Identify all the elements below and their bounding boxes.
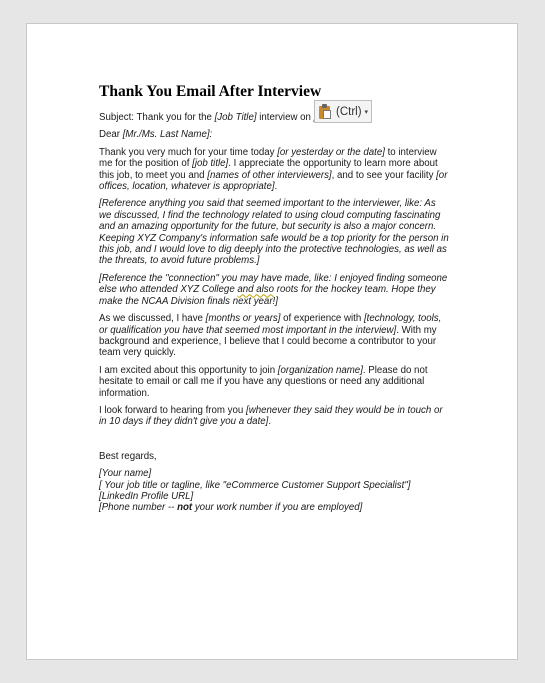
paragraph-thanks (99, 147, 449, 193)
salutation (99, 129, 449, 140)
signature-phone-bold: not (177, 502, 193, 514)
paste-options-label: (Ctrl) (336, 105, 362, 118)
para1-placeholder-4: [or offices, location, whatever is appropriate] (99, 169, 448, 193)
para4-text-2: of experience with (280, 313, 364, 325)
signature-phone-2: your work number if you are employed] (192, 502, 363, 514)
salutation-text: Dear (99, 129, 123, 141)
grammar-squiggle[interactable]: and also (237, 284, 275, 296)
document-page (26, 23, 518, 660)
paragraph-experience (99, 313, 449, 359)
para1-text-4: , and to see your facility (331, 169, 437, 181)
para6-placeholder: [whenever they said they would be in touch or in 10 days if they didn't give you a date] (99, 404, 443, 428)
para1-placeholder-3: [names of other interviewers] (207, 169, 332, 181)
para5-text-2: . Please do not hesitate to email or call me if you have any questions or need any additional information. (99, 364, 428, 399)
paragraph-connection (99, 273, 449, 307)
para4-placeholder-1: [months or years] (205, 313, 281, 325)
paragraph-follow-up (99, 405, 449, 428)
paragraph-excited (99, 365, 449, 399)
paste-options-button[interactable] (314, 100, 372, 123)
signature-linkedin: [LinkedIn Profile URL] (99, 490, 194, 502)
document-title: Thank You Email After Interview (99, 83, 322, 100)
para5-text-1: I am excited about this opportunity to join (99, 364, 278, 376)
signature-block (99, 468, 449, 514)
para1-text-5: . (274, 181, 278, 193)
para4-placeholder-2: [technology, tools, or qualification you have that seemed most important in the interview] (99, 313, 442, 336)
para1-text-3: . I appreciate the opportunity to learn more about this job, to meet you and (99, 158, 438, 181)
para6-text-2: . (268, 416, 272, 428)
para1-placeholder-1: [or yesterday or the date] (277, 146, 385, 158)
subject-placeholder-job-title: [Job Title] (214, 112, 257, 123)
para1-placeholder-2: [job title] (192, 158, 229, 170)
para5-placeholder: [organization name] (277, 364, 363, 376)
para2-text: [Reference anything you said that seemed important to the interviewer, like: As we discussed, I find the technology related to using cloud computing fascinating and an amazing opportunity for the future, but security is also a major concern. Keeping XYZ Company's information safe would be a top priority for the person in this job, and I would love to dig deeply into the protective technologies, as well as the threats, to avoid future problems.] (99, 198, 449, 267)
para4-text-3: . With my background and experience, I believe that I could become a contributor to your team very quickly. (99, 324, 437, 359)
document-body (99, 83, 449, 514)
chevron-down-icon: ▾ (364, 108, 369, 116)
para4-text-1: As we discussed, I have (99, 313, 206, 325)
para1-text-1: Thank you very much for your time today (99, 146, 278, 158)
para3-text-1: [Reference the "connection" you may have made, like: I enjoyed finding someone else who attended XYZ College (99, 272, 448, 296)
subject-text-2: interview on (256, 112, 314, 123)
clipboard-icon (318, 104, 332, 120)
para1-text-2: to interview me for the position of (99, 146, 437, 170)
subject-line (99, 112, 449, 123)
spacer (99, 434, 449, 451)
signature-tagline: [ Your job title or tagline, like "eCommerce Customer Support Specialist"] (99, 479, 411, 491)
subject-text: Subject: Thank you for the (99, 112, 215, 123)
salutation-placeholder: [Mr./Ms. Last Name]: (122, 129, 213, 141)
signature-phone-1: [Phone number -- (99, 502, 178, 514)
closing: Best regards, (99, 450, 157, 462)
para3-text-2: roots for the hockey team. Hope they make the NCAA Division finals next year!] (99, 284, 436, 307)
signature-name: [Your name] (99, 468, 152, 480)
paragraph-reference (99, 198, 449, 266)
para6-text-1: I look forward to hearing from you (99, 404, 246, 416)
